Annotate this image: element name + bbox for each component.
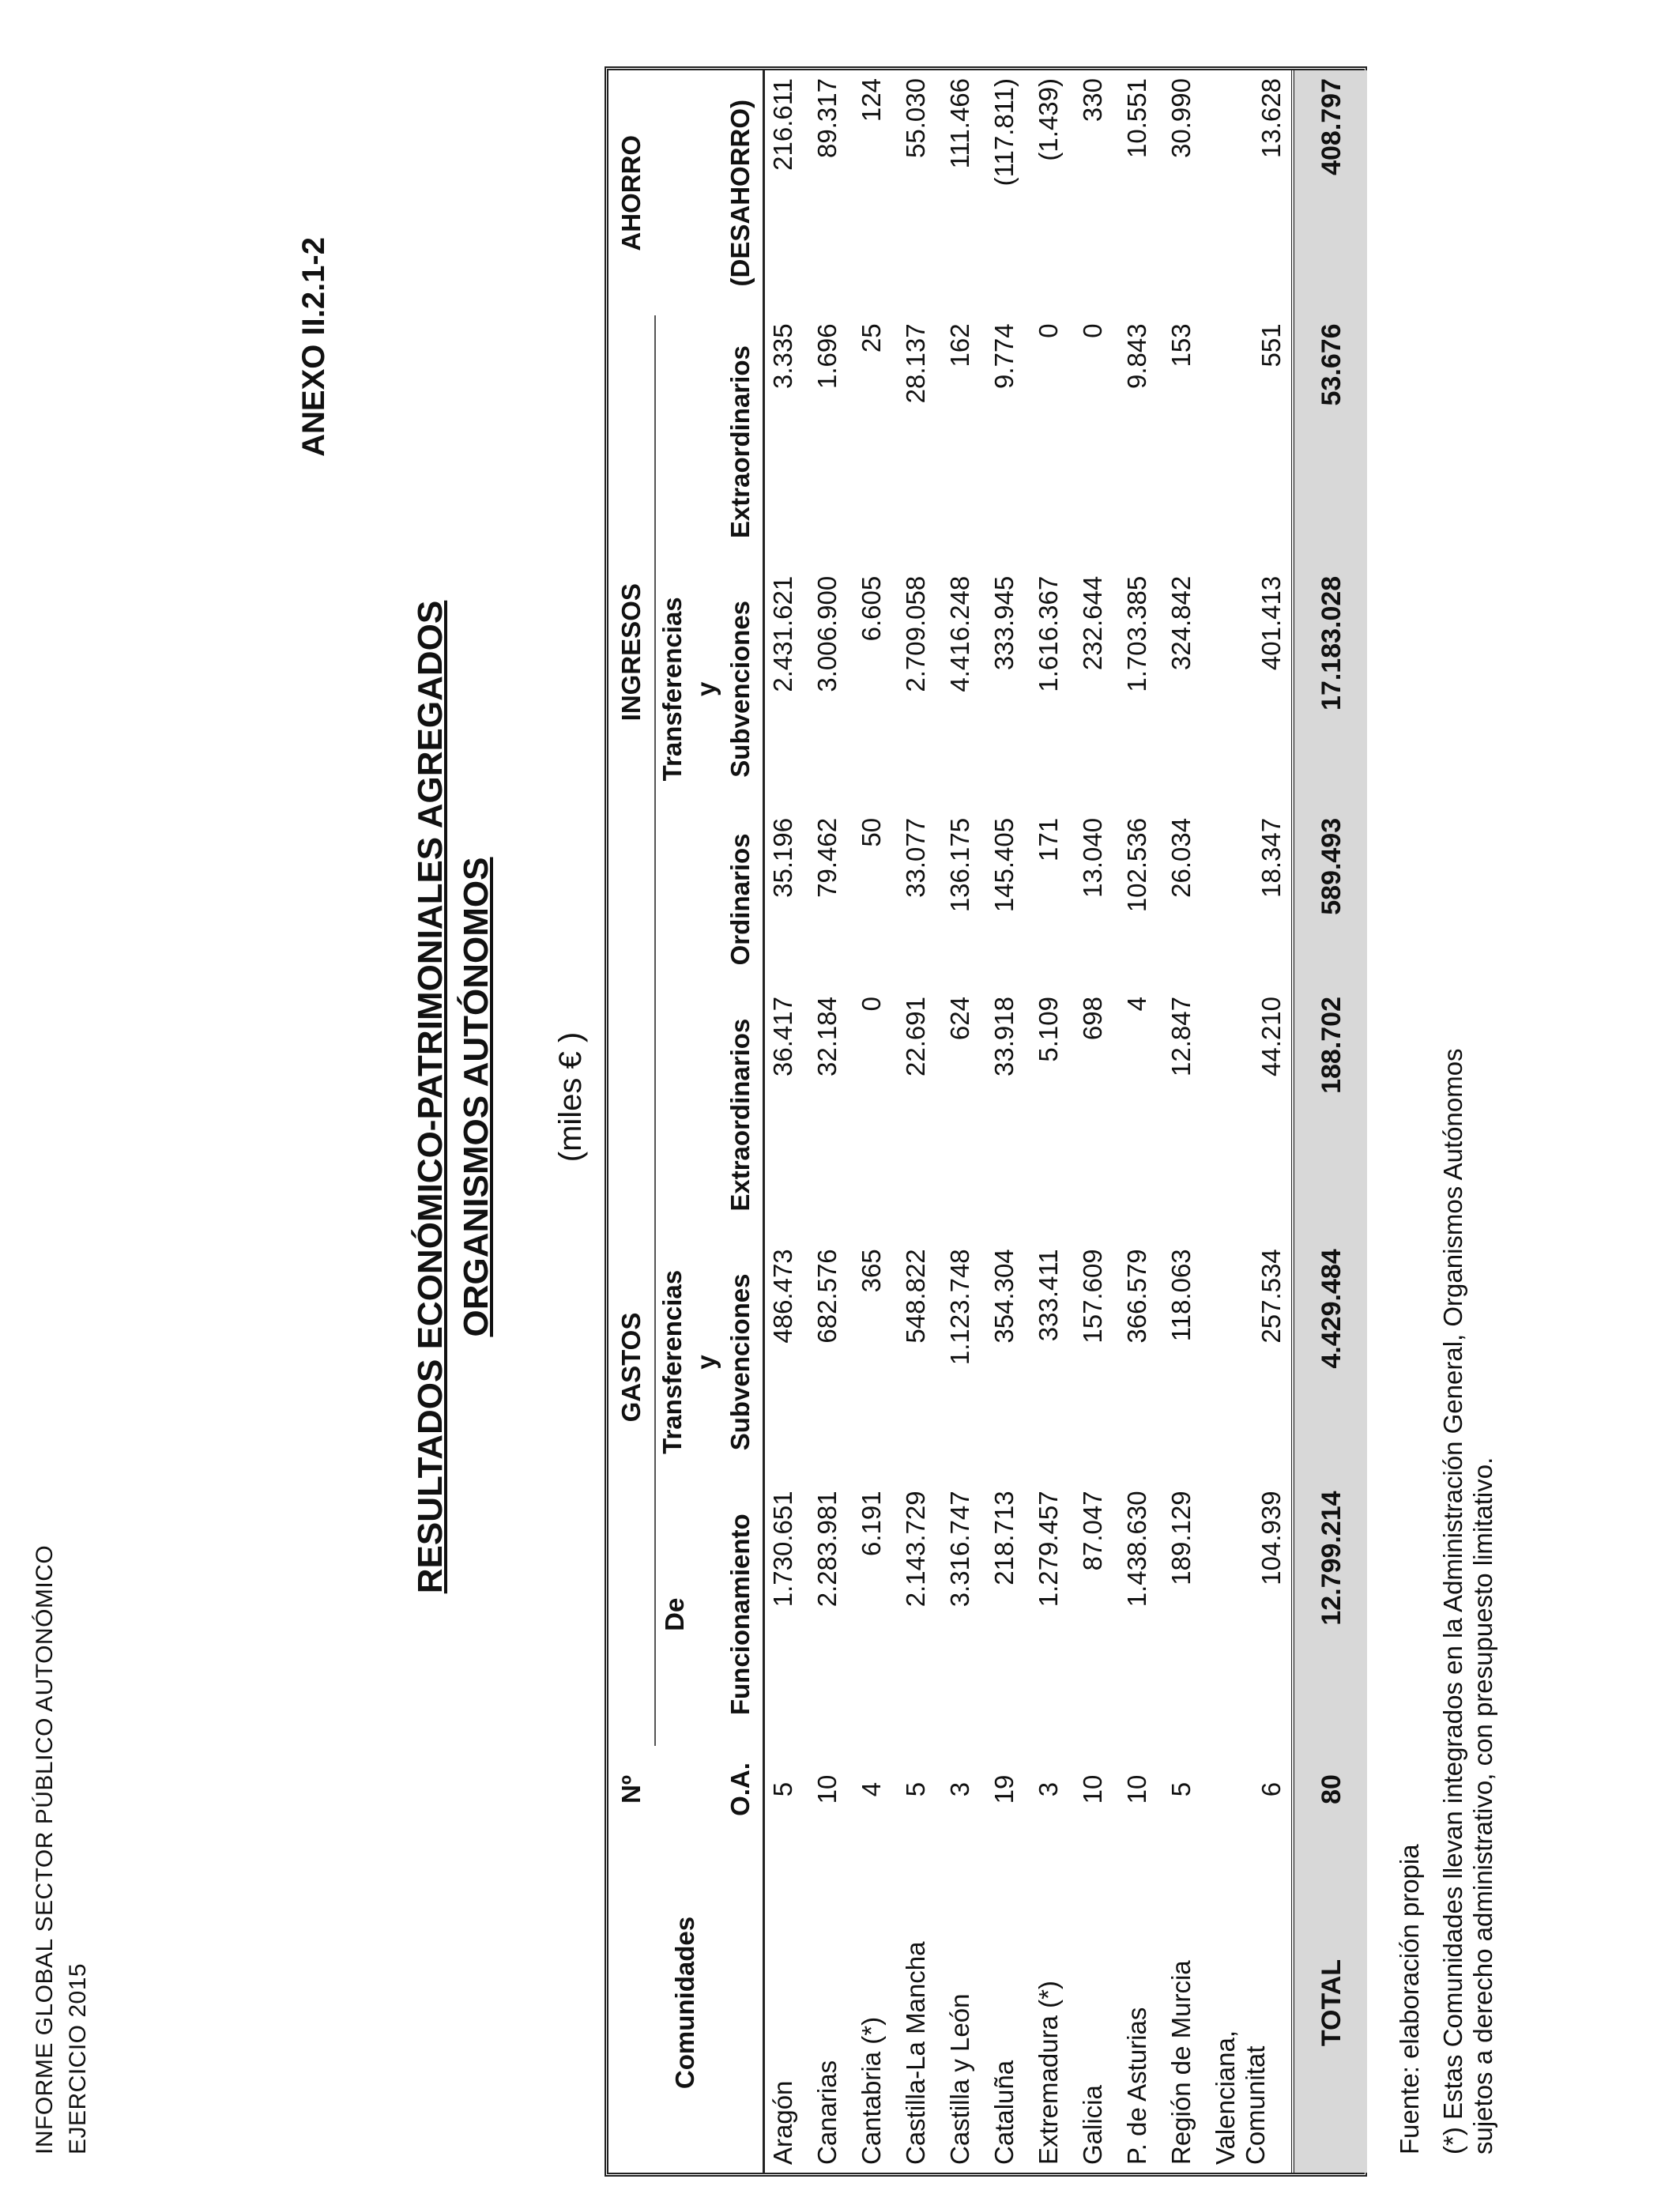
cell-extraord-gastos: 12.847 (1166, 997, 1196, 1076)
name-line2: Comunitat (1240, 2045, 1270, 2165)
cell-transf-ingresos: 401.413 (1256, 575, 1286, 671)
cell-transf-gastos: 333.411 (1033, 1249, 1063, 1342)
group-header-ingresos: INGRESOS (608, 315, 655, 989)
cell-ordinarios: 18.347 (1256, 817, 1286, 898)
cell-oa: 19 (989, 1774, 1019, 1804)
col-header-comunidades: Comunidades (669, 1916, 699, 2090)
cell-funcionamiento: 2.283.981 (812, 1491, 842, 1608)
table-header (608, 70, 763, 2173)
cell-extraord-ingresos: 1.696 (812, 323, 842, 390)
cell-oa: 3 (944, 1781, 974, 1797)
cell-ordinarios: 13.040 (1077, 817, 1107, 898)
cell-funcionamiento: 12.799.214 (1293, 1483, 1367, 1746)
cell-transf-gastos: 366.579 (1121, 1249, 1151, 1344)
cell-transf-gastos: 257.534 (1256, 1249, 1286, 1344)
cell-transf-gastos: 118.063 (1166, 1249, 1196, 1342)
cell-oa: 10 (812, 1774, 842, 1804)
header-transferencias-g: Transferencias (657, 1269, 687, 1454)
cell-ordinarios: 136.175 (944, 817, 974, 913)
cell-ahorro: (1.439) (1033, 78, 1063, 161)
name-line1: Valenciana, (1210, 2030, 1240, 2165)
header-de: De (659, 1597, 689, 1631)
col-header-transf-gastos (655, 1241, 763, 1483)
col-header-transf-ingresos (655, 568, 763, 810)
cell-extraord-ingresos: 28.137 (900, 323, 930, 404)
cell-transf-gastos: 4.429.484 (1293, 1241, 1367, 1483)
footnote: (*) Estas Comunidades llevan integrados en la Administración General, Organismos Autónomos sujetos a derecho administrativo, con presupuesto limitativo. (1438, 1048, 1497, 2154)
cell-transf-ingresos: 4.416.248 (944, 575, 974, 692)
table-row (986, 70, 1030, 2173)
cell-ahorro: 13.628 (1256, 78, 1286, 158)
cell-oa: 6 (1256, 1781, 1286, 1797)
cell-funcionamiento: 87.047 (1077, 1491, 1107, 1571)
cell-extraord-gastos: 698 (1077, 997, 1107, 1041)
cell-extraord-gastos: 5.109 (1033, 997, 1063, 1062)
cell-ahorro: 408.797 (1293, 70, 1367, 315)
cell-ahorro: 10.551 (1121, 78, 1151, 158)
cell-ahorro: 330 (1077, 78, 1107, 123)
page-title: RESULTADOS ECONÓMICO-PATRIMONIALES AGREGADOS (411, 600, 450, 1594)
cell-transf-gastos: 682.576 (812, 1249, 842, 1344)
cell-oa: 5 (1166, 1781, 1196, 1797)
col-header-funcionamiento (655, 1483, 763, 1746)
cell-extraord-ingresos: 0 (1033, 323, 1063, 338)
table-row (809, 70, 853, 2173)
cell-extraord-ingresos: 53.676 (1293, 315, 1367, 567)
cell-transf-gastos: 486.473 (767, 1249, 797, 1344)
cell-extraord-ingresos: 0 (1077, 323, 1107, 338)
annex-label: ANEXO II.2.1-2 (296, 237, 331, 457)
page-subtitle: ORGANISMOS AUTÓNOMOS (457, 857, 495, 1337)
col-header-oa: O.A. (725, 1762, 755, 1816)
header-y-i: y (691, 681, 721, 697)
table-row (853, 70, 898, 2173)
cell-name: P. de Asturias (1121, 2007, 1151, 2165)
cell-ordinarios: 589.493 (1293, 810, 1367, 989)
cell-extraord-gastos: 33.918 (989, 997, 1019, 1076)
cell-ordinarios: 102.536 (1121, 817, 1151, 913)
col-header-n: Nº (616, 1775, 646, 1804)
table-row (1030, 70, 1075, 2173)
header-transferencias-i: Transferencias (657, 597, 687, 782)
table-row (1119, 70, 1163, 2173)
cell-name: Extremadura (*) (1033, 1981, 1063, 2165)
cell-transf-gastos: 157.609 (1077, 1249, 1107, 1344)
header-subvenciones-g: Subvenciones (725, 1273, 755, 1451)
cell-oa: 5 (900, 1781, 930, 1797)
cell-name: Cantabria (*) (856, 2016, 886, 2165)
cell-ordinarios: 35.196 (767, 817, 797, 898)
table-row (1075, 70, 1119, 2173)
cell-extraord-ingresos: 153 (1166, 323, 1196, 368)
cell-extraord-gastos: 44.210 (1256, 997, 1286, 1076)
report-header-year: EJERCICIO 2015 (65, 1962, 91, 2154)
report-header-title: INFORME GLOBAL SECTOR PÚBLICO AUTONÓMICO (32, 1544, 58, 2154)
cell-name: Región de Murcia (1166, 1960, 1196, 2165)
cell-transf-ingresos: 324.842 (1166, 575, 1196, 671)
cell-transf-gastos: 365 (856, 1249, 886, 1293)
cell-transf-ingresos: 1.616.367 (1033, 575, 1063, 692)
results-table (608, 70, 1367, 2173)
header-funcionamiento: Funcionamiento (725, 1514, 755, 1716)
cell-oa: 10 (1121, 1774, 1151, 1804)
cell-name: TOTAL (1293, 1833, 1367, 2173)
cell-name: Cataluña (989, 2060, 1019, 2165)
cell-extraord-gastos: 0 (856, 997, 886, 1012)
table-row (1163, 70, 1207, 2173)
col-header-ahorro: AHORRO (616, 134, 646, 251)
cell-funcionamiento: 3.316.747 (944, 1491, 974, 1608)
cell-ordinarios: 33.077 (900, 817, 930, 898)
cell-transf-ingresos: 17.183.028 (1293, 568, 1367, 810)
cell-transf-ingresos: 333.945 (989, 575, 1019, 671)
cell-name: Canarias (812, 2060, 842, 2165)
cell-extraord-gastos: 624 (944, 997, 974, 1041)
cell-funcionamiento: 1.438.630 (1121, 1491, 1151, 1608)
col-header-extraord-gastos: Extraordinarios (725, 1018, 755, 1212)
cell-name: Castilla y León (944, 1993, 974, 2165)
cell-oa: 4 (856, 1781, 886, 1797)
cell-oa: 3 (1033, 1781, 1063, 1797)
cell-oa: 5 (767, 1781, 797, 1797)
cell-ahorro: 111.466 (944, 78, 974, 169)
cell-funcionamiento: 6.191 (856, 1491, 886, 1557)
header-y-g: y (691, 1355, 721, 1370)
cell-oa: 10 (1077, 1774, 1107, 1804)
cell-ahorro: (117.811) (989, 78, 1019, 187)
col-header-ordinarios: Ordinarios (725, 833, 755, 966)
group-header-gastos: GASTOS (608, 989, 655, 1746)
cell-funcionamiento: 1.279.457 (1033, 1491, 1063, 1608)
cell-extraord-ingresos: 25 (856, 323, 886, 353)
cell-oa: 80 (1293, 1746, 1367, 1833)
cell-extraord-gastos: 22.691 (900, 997, 930, 1076)
cell-transf-gastos: 354.304 (989, 1249, 1019, 1344)
table-row-total (1293, 70, 1367, 2173)
cell-name (1207, 1833, 1293, 2173)
cell-extraord-ingresos: 9.774 (989, 323, 1019, 390)
cell-transf-ingresos: 232.644 (1077, 575, 1107, 671)
table-row (898, 70, 942, 2173)
cell-name: Aragón (767, 2080, 797, 2165)
cell-ordinarios: 171 (1033, 817, 1063, 861)
results-table-frame (605, 66, 1367, 2177)
table-row (763, 70, 809, 2173)
cell-ordinarios: 26.034 (1166, 817, 1196, 898)
cell-ahorro: 89.317 (812, 78, 842, 158)
cell-extraord-gastos: 32.184 (812, 997, 842, 1076)
cell-ordinarios: 79.462 (812, 817, 842, 898)
table-body (763, 70, 1367, 2173)
cell-funcionamiento: 189.129 (1166, 1491, 1196, 1585)
cell-extraord-ingresos: 9.843 (1121, 323, 1151, 390)
cell-funcionamiento: 2.143.729 (900, 1491, 930, 1608)
cell-ahorro: 55.030 (900, 78, 930, 158)
cell-name: Galicia (1077, 2085, 1107, 2165)
col-header-extraord-ingresos: Extraordinarios (725, 345, 755, 539)
cell-extraord-gastos: 4 (1121, 997, 1151, 1012)
header-subvenciones-i: Subvenciones (725, 600, 755, 778)
cell-transf-ingresos: 1.703.385 (1121, 575, 1151, 692)
cell-ahorro: 30.990 (1166, 78, 1196, 158)
cell-funcionamiento: 104.939 (1256, 1491, 1286, 1585)
cell-extraord-ingresos: 551 (1256, 323, 1286, 368)
cell-extraord-gastos: 36.417 (767, 997, 797, 1076)
cell-transf-ingresos: 2.431.621 (767, 575, 797, 692)
cell-transf-gastos: 548.822 (900, 1249, 930, 1344)
units-label: (miles € ) (553, 1031, 588, 1163)
cell-funcionamiento: 218.713 (989, 1491, 1019, 1585)
cell-ordinarios: 145.405 (989, 817, 1019, 913)
cell-ahorro: 216.611 (767, 78, 797, 171)
cell-ahorro: 124 (856, 78, 886, 123)
cell-funcionamiento: 1.730.651 (767, 1491, 797, 1608)
cell-ordinarios: 50 (856, 817, 886, 847)
table-row (942, 70, 986, 2173)
cell-transf-ingresos: 3.006.900 (812, 575, 842, 692)
cell-extraord-ingresos: 3.335 (767, 323, 797, 390)
cell-transf-ingresos: 6.605 (856, 575, 886, 642)
cell-transf-ingresos: 2.709.058 (900, 575, 930, 692)
cell-transf-gastos: 1.123.748 (944, 1249, 974, 1366)
cell-extraord-ingresos: 162 (944, 323, 974, 368)
source-note: Fuente: elaboración propia (1395, 1844, 1424, 2154)
col-header-desahorro: (DESAHORRO) (725, 99, 755, 287)
table-row-valenciana (1207, 70, 1293, 2173)
cell-name: Castilla-La Mancha (900, 1941, 930, 2165)
cell-extraord-gastos: 188.702 (1293, 989, 1367, 1241)
